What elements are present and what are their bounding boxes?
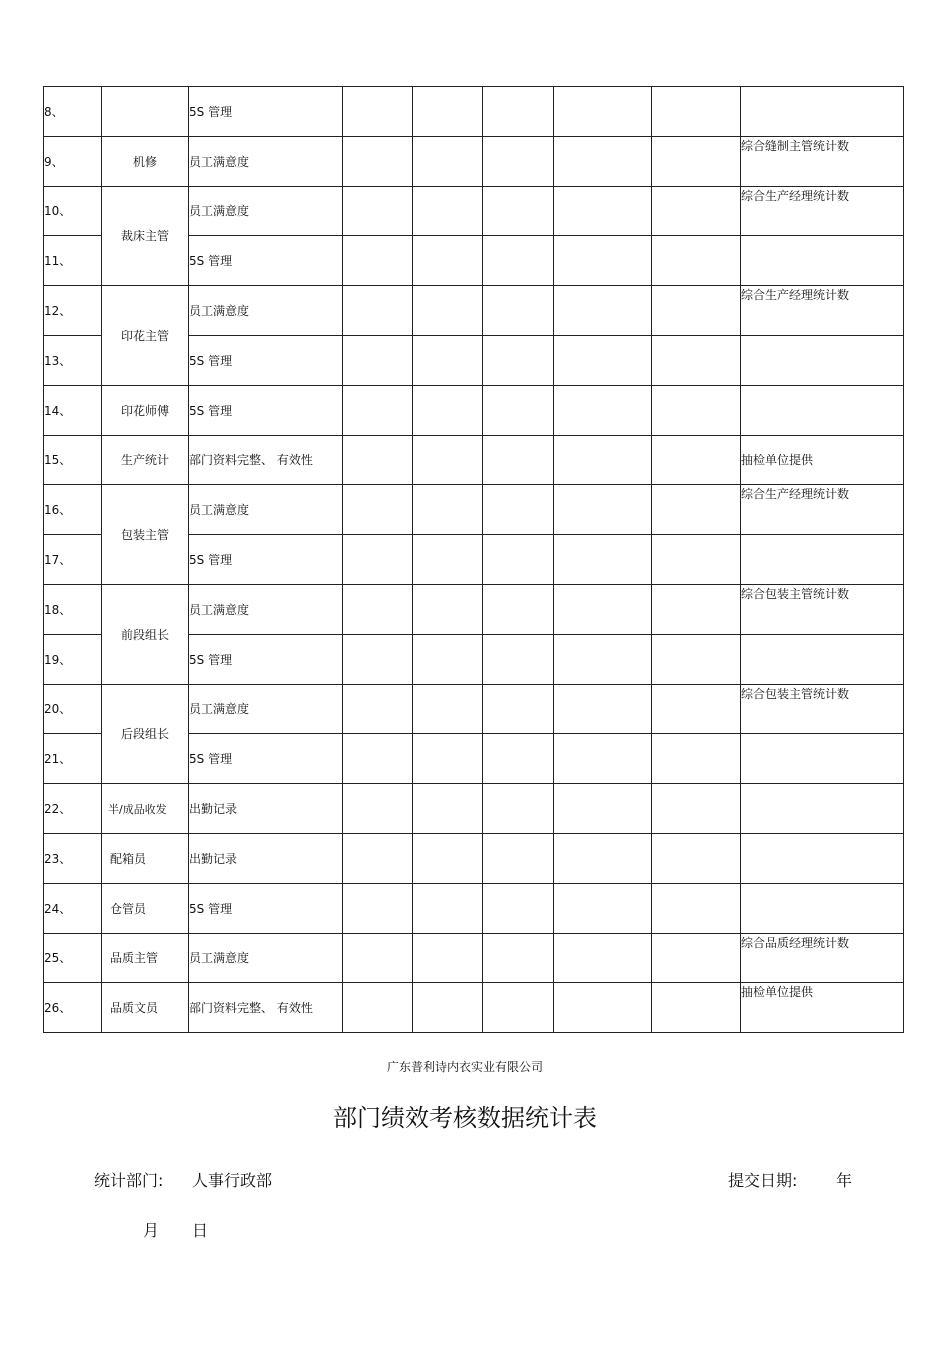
row-dept: 半/成品收发 [102, 784, 189, 834]
row-number: 16、 [44, 485, 102, 535]
row-note: 综合包装主管统计数 [741, 584, 904, 634]
blank-cell [652, 684, 741, 734]
blank-cell [554, 983, 652, 1033]
row-number: 12、 [44, 286, 102, 336]
blank-cell [413, 535, 483, 585]
date-month: 月 [143, 1221, 160, 1240]
row-number: 11、 [44, 236, 102, 286]
blank-cell [652, 933, 741, 983]
blank-cell [554, 286, 652, 336]
table-row [44, 485, 904, 535]
blank-cell [343, 435, 413, 485]
blank-cell [652, 983, 741, 1033]
blank-cell [652, 286, 741, 336]
row-note: 抽检单位提供 [741, 435, 904, 485]
row-item: 5S 管理 [189, 883, 343, 933]
row-dept: 品质文员 [102, 983, 189, 1033]
row-note: 综合包装主管统计数 [741, 684, 904, 734]
blank-cell [554, 883, 652, 933]
row-dept: 机修 [102, 136, 189, 186]
company-name: 广东普利诗内衣实业有限公司 [386, 1060, 543, 1074]
blank-cell [343, 535, 413, 585]
blank-cell [413, 286, 483, 336]
blank-cell [554, 136, 652, 186]
row-number: 8、 [44, 87, 102, 137]
row-note: 综合生产经理统计数 [741, 485, 904, 535]
blank-cell [554, 933, 652, 983]
table-row [44, 584, 904, 634]
blank-cell [343, 734, 413, 784]
blank-cell [554, 584, 652, 634]
blank-cell [343, 584, 413, 634]
blank-cell [483, 933, 554, 983]
row-number: 13、 [44, 335, 102, 385]
blank-cell [413, 983, 483, 1033]
row-number: 10、 [44, 186, 102, 236]
row-note: 综合生产经理统计数 [741, 286, 904, 336]
row-item: 员工满意度 [189, 933, 343, 983]
row-note [741, 883, 904, 933]
blank-cell [652, 435, 741, 485]
blank-cell [652, 883, 741, 933]
row-item: 员工满意度 [189, 186, 343, 236]
blank-cell [483, 784, 554, 834]
row-number: 18、 [44, 584, 102, 634]
page-title: 部门绩效考核数据统计表 [333, 1104, 597, 1132]
blank-cell [652, 734, 741, 784]
blank-cell [554, 236, 652, 286]
row-dept: 包装主管 [102, 485, 189, 585]
blank-cell [483, 833, 554, 883]
blank-cell [343, 883, 413, 933]
row-number: 21、 [44, 734, 102, 784]
blank-cell [652, 833, 741, 883]
blank-cell [483, 385, 554, 435]
table-row [44, 87, 904, 137]
blank-cell [413, 186, 483, 236]
blank-cell [343, 933, 413, 983]
blank-cell [413, 385, 483, 435]
blank-cell [413, 136, 483, 186]
blank-cell [483, 684, 554, 734]
row-dept: 前段组长 [102, 584, 189, 684]
blank-cell [413, 485, 483, 535]
stat-dept-value: 人事行政部 [192, 1171, 273, 1190]
blank-cell [483, 87, 554, 137]
row-item: 5S 管理 [189, 385, 343, 435]
row-note: 综合生产经理统计数 [741, 186, 904, 236]
row-item: 5S 管理 [189, 535, 343, 585]
row-note [741, 833, 904, 883]
blank-cell [413, 734, 483, 784]
blank-cell [652, 535, 741, 585]
row-dept: 配箱员 [102, 833, 189, 883]
blank-cell [413, 236, 483, 286]
row-item: 员工满意度 [189, 684, 343, 734]
blank-cell [413, 335, 483, 385]
blank-cell [343, 236, 413, 286]
row-dept: 生产统计 [102, 435, 189, 485]
row-number: 17、 [44, 535, 102, 585]
row-dept: 印花主管 [102, 286, 189, 386]
table-row [44, 435, 904, 485]
blank-cell [413, 435, 483, 485]
row-note [741, 634, 904, 684]
blank-cell [413, 933, 483, 983]
row-number: 22、 [44, 784, 102, 834]
table-row [44, 136, 904, 186]
row-note [741, 385, 904, 435]
date-day: 日 [192, 1221, 209, 1240]
blank-cell [483, 435, 554, 485]
table-row [44, 784, 904, 834]
blank-cell [652, 485, 741, 535]
blank-cell [652, 385, 741, 435]
row-item: 员工满意度 [189, 584, 343, 634]
blank-cell [652, 87, 741, 137]
blank-cell [554, 684, 652, 734]
blank-cell [413, 784, 483, 834]
blank-cell [554, 833, 652, 883]
blank-cell [483, 584, 554, 634]
row-item: 5S 管理 [189, 634, 343, 684]
blank-cell [343, 983, 413, 1033]
blank-cell [652, 584, 741, 634]
table-row [44, 983, 904, 1033]
blank-cell [483, 983, 554, 1033]
blank-cell [554, 485, 652, 535]
row-number: 9、 [44, 136, 102, 186]
blank-cell [343, 784, 413, 834]
blank-cell [483, 485, 554, 535]
row-item: 部门资料完整、 有效性 [189, 983, 343, 1033]
row-note [741, 734, 904, 784]
blank-cell [343, 136, 413, 186]
table-row [44, 883, 904, 933]
blank-cell [554, 335, 652, 385]
blank-cell [343, 684, 413, 734]
row-item: 员工满意度 [189, 286, 343, 336]
table-row [44, 186, 904, 236]
blank-cell [413, 684, 483, 734]
blank-cell [554, 634, 652, 684]
blank-cell [343, 335, 413, 385]
row-dept: 后段组长 [102, 684, 189, 784]
blank-cell [483, 136, 554, 186]
row-item: 5S 管理 [189, 335, 343, 385]
blank-cell [652, 186, 741, 236]
row-number: 23、 [44, 833, 102, 883]
blank-cell [343, 87, 413, 137]
blank-cell [554, 385, 652, 435]
row-item: 员工满意度 [189, 136, 343, 186]
blank-cell [343, 485, 413, 535]
table-row [44, 385, 904, 435]
blank-cell [483, 883, 554, 933]
row-number: 24、 [44, 883, 102, 933]
row-number: 15、 [44, 435, 102, 485]
blank-cell [483, 634, 554, 684]
blank-cell [554, 535, 652, 585]
row-dept: 裁床主管 [102, 186, 189, 286]
blank-cell [652, 335, 741, 385]
row-dept: 印花师傅 [102, 385, 189, 435]
row-item: 5S 管理 [189, 236, 343, 286]
blank-cell [343, 186, 413, 236]
row-dept: 仓管员 [102, 883, 189, 933]
blank-cell [554, 784, 652, 834]
blank-cell [554, 435, 652, 485]
row-item: 5S 管理 [189, 734, 343, 784]
table-row [44, 286, 904, 336]
blank-cell [652, 634, 741, 684]
blank-cell [652, 236, 741, 286]
table-row [44, 933, 904, 983]
blank-cell [413, 833, 483, 883]
row-note: 抽检单位提供 [741, 983, 904, 1033]
row-note [741, 535, 904, 585]
table-row [44, 684, 904, 734]
performance-table [43, 86, 904, 1033]
blank-cell [554, 186, 652, 236]
row-item: 出勤记录 [189, 833, 343, 883]
row-item: 出勤记录 [189, 784, 343, 834]
row-item: 员工满意度 [189, 485, 343, 535]
row-item: 5S 管理 [189, 87, 343, 137]
submit-date-label: 提交日期: [728, 1171, 798, 1190]
row-dept: 品质主管 [102, 933, 189, 983]
row-note: 综合品质经理统计数 [741, 933, 904, 983]
blank-cell [413, 584, 483, 634]
blank-cell [343, 286, 413, 336]
row-number: 19、 [44, 634, 102, 684]
blank-cell [652, 136, 741, 186]
blank-cell [343, 833, 413, 883]
row-number: 26、 [44, 983, 102, 1033]
table-row [44, 833, 904, 883]
blank-cell [413, 634, 483, 684]
blank-cell [343, 385, 413, 435]
blank-cell [413, 87, 483, 137]
blank-cell [483, 236, 554, 286]
row-item: 部门资料完整、 有效性 [189, 435, 343, 485]
row-note [741, 236, 904, 286]
row-note [741, 335, 904, 385]
row-number: 14、 [44, 385, 102, 435]
row-number: 20、 [44, 684, 102, 734]
row-note: 综合缝制主管统计数 [741, 136, 904, 186]
blank-cell [483, 186, 554, 236]
blank-cell [483, 734, 554, 784]
blank-cell [343, 634, 413, 684]
blank-cell [483, 535, 554, 585]
blank-cell [554, 87, 652, 137]
blank-cell [483, 286, 554, 336]
row-note [741, 87, 904, 137]
stat-dept-label: 统计部门: [94, 1171, 164, 1190]
blank-cell [554, 734, 652, 784]
blank-cell [483, 335, 554, 385]
blank-cell [413, 883, 483, 933]
blank-cell [652, 784, 741, 834]
row-dept [102, 87, 189, 137]
date-year: 年 [836, 1171, 853, 1190]
row-number: 25、 [44, 933, 102, 983]
row-note [741, 784, 904, 834]
